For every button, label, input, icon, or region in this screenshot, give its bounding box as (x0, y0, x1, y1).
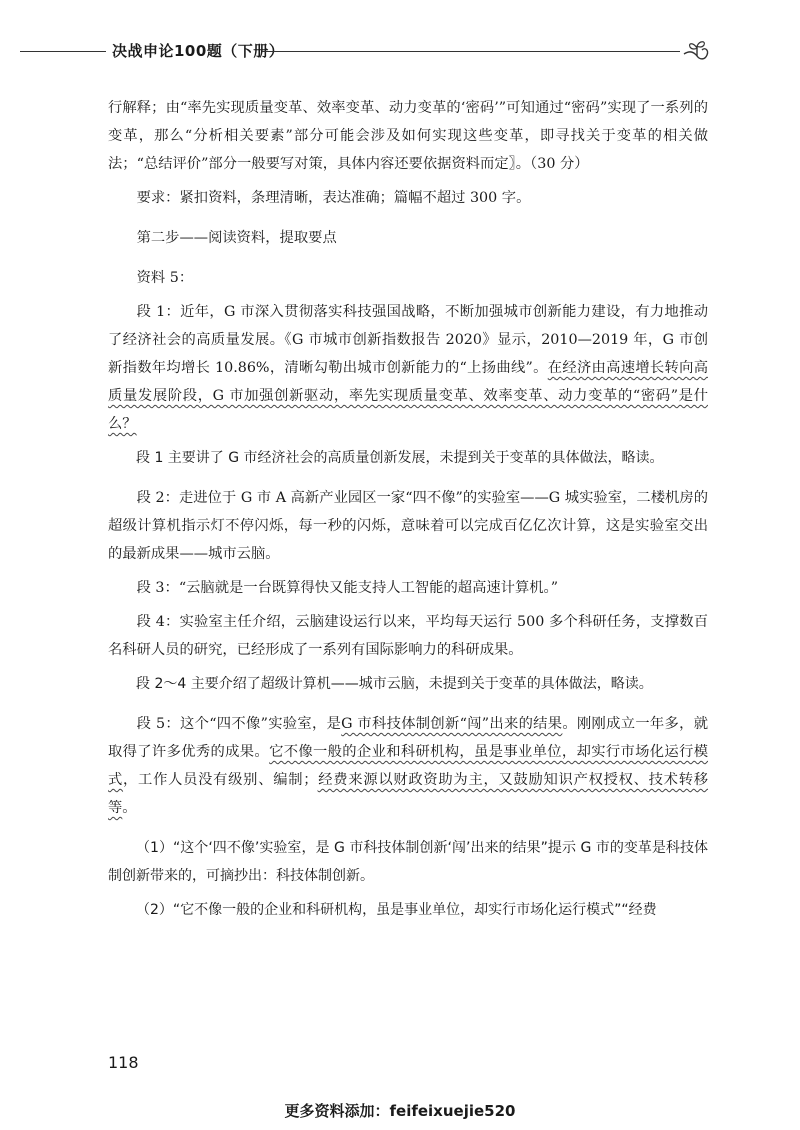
analysis-point-2: （2）“它不像一般的企业和科研机构，虽是事业单位，却实行市场化运行模式”“经费 (136, 902, 657, 918)
para5-highlight-1: G 市科技体制创新“闯”出来的结果 (341, 716, 563, 732)
material-paragraph-3: 段 3：“云脑就是一台既算得快又能支持人工智能的超高速计算机。” (136, 580, 559, 596)
analysis-note-2: 段 2～4 主要介绍了超级计算机——城市云脑，未提到关于变革的具体做法，略读。 (136, 676, 653, 692)
material-paragraph-5 (108, 710, 708, 822)
para5-highlight-2: 它不像一般的企业和科研机构，虽是事业单位，却实行市场化运行模式 (108, 744, 709, 788)
page-body (108, 94, 708, 930)
intro-paragraph: 行解释；由“率先实现质量变革、效率变革、动力变革的‘密码’”可知通过“密码”实现了一系列的变革，那么“分析相关要素”部分可能会涉及如何实现这些变革，即寻找关于变革的相关做法；“总结评价”部分一般要写对策，具体内容还要依据资料而定〗。（30 分） (108, 100, 708, 172)
material-label: 资料 5： (136, 270, 194, 286)
material-paragraph-1 (108, 298, 708, 438)
material-paragraph-2: 段 2：走进位于 G 市 A 高新产业园区一家“四不像”的实验室——G 城实验室，二楼机房的超级计算机指示灯不停闪烁，每一秒的闪烁，意味着可以完成百亿亿次计算，这是实验室交出的最新成果——城市云脑。 (108, 490, 708, 562)
book-title: 决战申论100题（下册） (112, 42, 285, 60)
footer-note: 更多资料添加：feifeixuejie520 (284, 1102, 516, 1120)
header-rule-left (20, 51, 106, 52)
running-header (0, 38, 800, 64)
para1-text: 段 1：近年，G 市深入贯彻落实科技强国战略，不断加强城市创新能力建设，有力地推动了经济社会的高质量发展。《G 市城市创新指数报告 2020》显示，2010—2019 年，G 市创新指数年均增长 10.86%，清晰勾勒出城市创新能力的“上扬曲线”。 (108, 304, 708, 376)
page-number: 118 (108, 1053, 139, 1072)
analysis-point-1: （1）“这个‘四不像’实验室，是 G 市科技体制创新‘闯’出来的结果”提示 G 市的变革是科技体制创新带来的，可摘抄出：科技体制创新。 (108, 840, 708, 884)
para5-text-c: 。刚刚成立一年多，就取得了许多优秀的成果。 (108, 716, 708, 760)
analysis-note-1: 段 1 主要讲了 G 市经济社会的高质量创新发展，未提到关于变革的具体做法，略读。 (136, 450, 664, 466)
para5-text-g: 。 (122, 800, 137, 816)
para5-text-a: 段 5：这个“四不像”实验室，是 (136, 716, 342, 732)
step-heading: 第二步——阅读资料，提取要点 (136, 230, 337, 246)
header-rule-right (262, 51, 680, 52)
para5-text-e: ，工作人员没有级别、编制； (123, 772, 318, 788)
sprout-icon (680, 38, 714, 64)
para1-highlight: 在经济由高速增长转向高质量发展阶段，G 市加强创新驱动，率先实现质量变革、效率变革、动力变革的“密码”是什么？ (108, 360, 708, 432)
para5-highlight-3: 经费来源以财政资助为主，又鼓励知识产权授权、技术转移等 (108, 772, 709, 816)
requirement-line: 要求：紧扣资料，条理清晰，表达准确；篇幅不超过 300 字。 (136, 190, 531, 206)
material-paragraph-4: 段 4：实验室主任介绍，云脑建设运行以来，平均每天运行 500 多个科研任务，支撑数百名科研人员的研究，已经形成了一系列有国际影响力的科研成果。 (108, 614, 708, 658)
